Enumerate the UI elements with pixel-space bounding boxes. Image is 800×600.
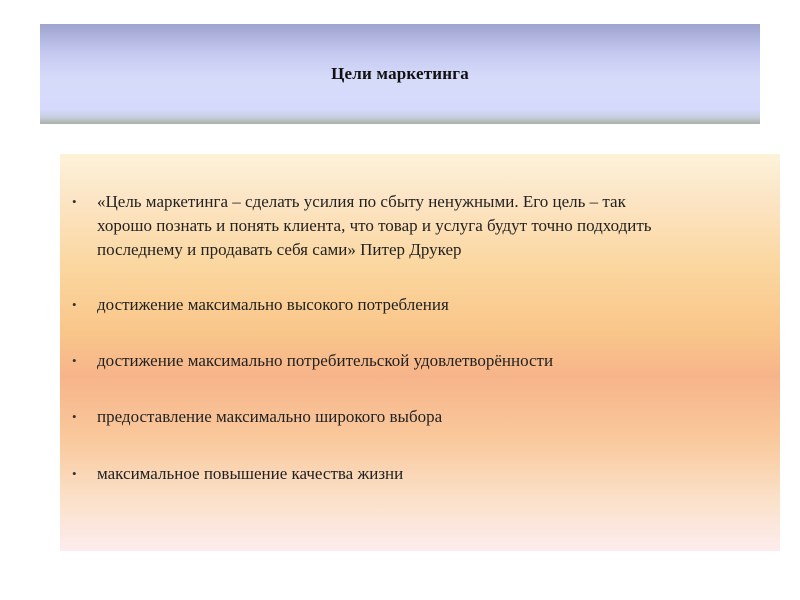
bullet-icon: •	[72, 353, 77, 368]
bullet-icon: •	[72, 466, 77, 481]
bullet-icon: •	[72, 297, 77, 312]
bullet-text: предоставление максимально широкого выбора	[97, 407, 443, 426]
bullet-text	[97, 190, 762, 262]
bullet-text: максимальное повышение качества жизни	[97, 464, 404, 483]
slide-title: Цели маркетинга	[331, 64, 469, 83]
content-panel	[60, 154, 780, 551]
title-banner	[40, 24, 760, 124]
bullet-icon: •	[72, 409, 77, 424]
bullet-icon: •	[72, 194, 77, 209]
bullet-text-line: последнему и продавать себя сами» Питер Друкер	[97, 240, 462, 259]
bullet-text-line: «Цель маркетинга – сделать усилия по сбыту ненужными. Его цель – так	[97, 192, 626, 211]
bullet-text-line: хорошо познать и понять клиента, что товар и услуга будут точно подходить	[97, 216, 652, 235]
bullet-text: достижение максимально потребительской удовлетворённости	[97, 351, 554, 370]
bullet-text: достижение максимально высокого потребления	[97, 295, 449, 314]
